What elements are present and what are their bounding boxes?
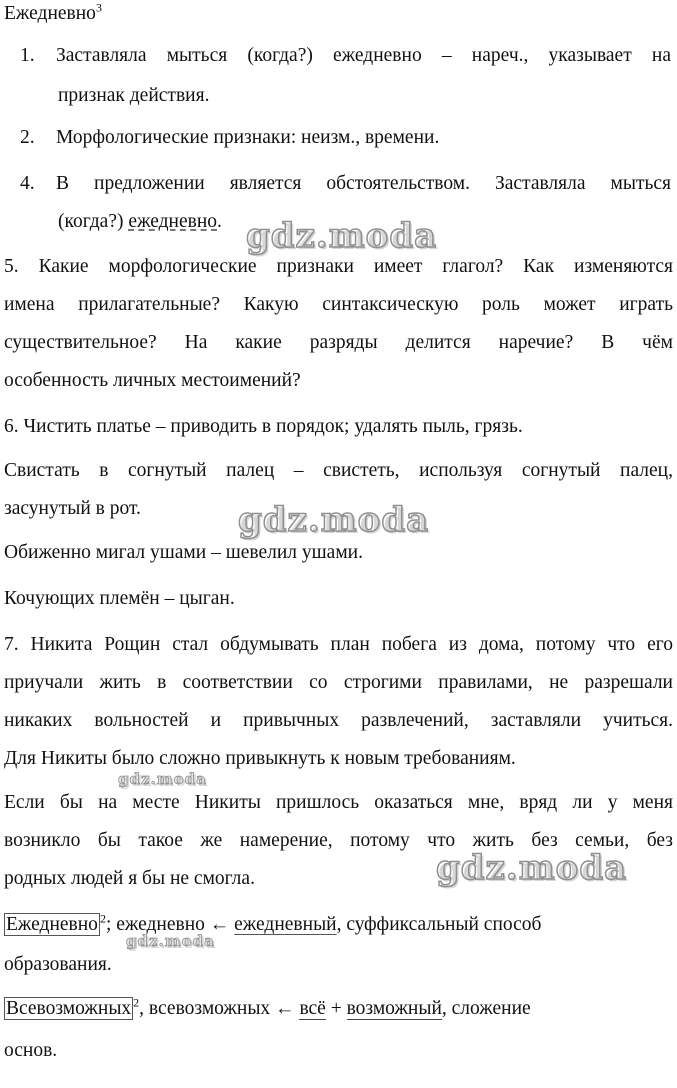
list-text: (когда?) bbox=[58, 211, 129, 232]
plus-sign: + bbox=[325, 998, 347, 1019]
p8-line2: возникло бы такое же намерение, потому что жить без семьи, без bbox=[4, 830, 673, 851]
watermark: gdz.moda bbox=[246, 216, 438, 256]
base-word: ежедневный bbox=[234, 914, 337, 935]
period: . bbox=[217, 211, 222, 232]
p6-line2: Свистать в согнутый палец – свистеть, используя согнутый палец, bbox=[4, 460, 673, 481]
p7-line4: Для Никиты было сложно привыкнуть к новым требованиям. bbox=[4, 748, 516, 769]
watermark: gdz.moda bbox=[238, 500, 430, 540]
p10-line1 bbox=[4, 997, 673, 1021]
list-item-1-line1 bbox=[20, 44, 671, 68]
watermark: gdz.moda bbox=[118, 770, 207, 788]
list-item-4-line1 bbox=[20, 172, 671, 196]
list-item-2 bbox=[20, 126, 673, 150]
list-item-1-line2: признак действия. bbox=[58, 85, 210, 106]
base-part-1: всё bbox=[299, 998, 326, 1019]
p9-line2: образования. bbox=[4, 954, 112, 975]
marked-word: ежедневно bbox=[128, 211, 218, 232]
list-number: 2. bbox=[20, 127, 35, 148]
p10-line2: основ. bbox=[4, 1040, 58, 1061]
word-text: Всевозможных bbox=[6, 998, 132, 1019]
p5-line3: существительное? На какие разряды делится наречие? В чём bbox=[4, 332, 673, 353]
list-text: Морфологические признаки: неизм., времени. bbox=[56, 127, 440, 148]
p6-line1: 6. Чистить платье – приводить в порядок; удалять пыль, грязь. bbox=[4, 416, 523, 437]
heading-word: Ежедневно bbox=[4, 3, 96, 24]
analyzed-word bbox=[4, 913, 100, 936]
heading bbox=[4, 2, 673, 26]
p7-line3: никаких вольностей и привычных развлечений, заставляли учиться. bbox=[4, 710, 673, 731]
list-number: 1. bbox=[20, 45, 35, 66]
text: , всевозможных ← bbox=[139, 998, 300, 1019]
word-text: Ежедневно bbox=[6, 914, 98, 935]
base-part-2: возможный bbox=[346, 998, 442, 1019]
text: , суффиксальный способ bbox=[336, 914, 542, 935]
text: , сложение bbox=[441, 998, 531, 1019]
watermark: gdz.moda bbox=[436, 848, 628, 888]
p7-line2: приучали жить в соответствии со строгими правилами, не разрешали bbox=[4, 672, 673, 693]
p5-line2: имена прилагательные? Какую синтаксическую роль может играть bbox=[4, 294, 673, 315]
p8-line1: Если бы на месте Никиты пришлось оказаться мне, вряд ли у меня bbox=[4, 792, 673, 813]
p5-line4: особенность личных местоимений? bbox=[4, 370, 301, 391]
p9-line1 bbox=[4, 913, 673, 937]
p6-line5: Кочующих племён – цыган. bbox=[4, 588, 235, 609]
word-sup: 2 bbox=[133, 995, 140, 1010]
list-number: 4. bbox=[20, 173, 35, 194]
p7-line1: 7. Никита Рощин стал обдумывать план побега из дома, потому что его bbox=[4, 634, 673, 655]
list-text: Заставляла мыться (когда?) ежедневно – нареч., указывает на bbox=[56, 45, 671, 66]
p6-line3: засунутый в рот. bbox=[4, 498, 141, 519]
p5-line1: 5. Какие морфологические признаки имеет глагол? Как изменяются bbox=[4, 256, 673, 277]
analyzed-word bbox=[4, 997, 133, 1020]
text: ; ежедневно ← bbox=[105, 914, 235, 935]
p6-line4: Обиженно мигал ушами – шевелил ушами. bbox=[4, 542, 363, 563]
p8-line3: родных людей я бы не смогла. bbox=[4, 868, 255, 889]
list-text: В предложении является обстоятельством. Заставляла мыться bbox=[56, 173, 671, 194]
watermark: gdz.moda bbox=[126, 932, 215, 950]
word-sup: 2 bbox=[99, 911, 106, 926]
heading-sup: 3 bbox=[95, 0, 102, 15]
